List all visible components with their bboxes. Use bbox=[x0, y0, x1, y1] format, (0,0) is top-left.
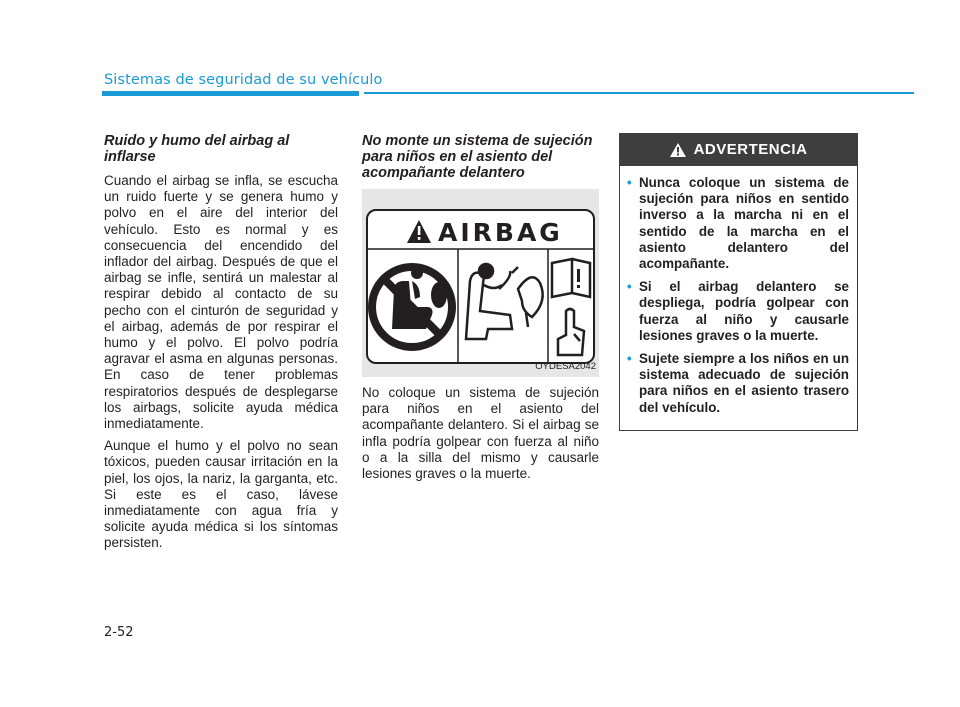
column-left bbox=[104, 133, 338, 558]
section-header-title: Sistemas de seguridad de su vehículo bbox=[104, 72, 383, 88]
paragraph: Cuando el airbag se infla, se escucha un ruido fuerte y se genera humo y polvo en el aire del interior del vehículo. Esto es normal y es consecuencia del encendido del inflador del airbag. Después de que el airbag se infle, sentirá un malestar al respirar debido al contacto de su pecho con el cinturón de seguridad y el airbag, además de por respirar el humo y el polvo. El polvo podría agravar el asma en algunas personas. En caso de tener problemas respiratorios después de desplegarse los airbags, solicite ayuda médica inmediatamente. bbox=[104, 173, 338, 432]
bullet-icon: • bbox=[627, 351, 632, 367]
paragraph: No coloque un sistema de sujeción para niños en el asiento del acompañante delantero. Si el airbag se infla podría golpear con fuerza al niño o a la silla del mismo y causarle lesiones graves o la muerte. bbox=[362, 385, 599, 482]
list-item-text: Sujete siempre a los niños en un sistema adecuado de sujeción para niños en el asiento trasero del vehículo. bbox=[639, 351, 849, 415]
header-rule-thick bbox=[102, 91, 359, 96]
warning-triangle-icon bbox=[670, 143, 686, 157]
warning-header bbox=[620, 134, 857, 166]
list-item-text: Si el airbag delantero se despliega, podría golpear con fuerza al niño y causarle lesiones graves o la muerte. bbox=[639, 279, 849, 343]
list-item bbox=[627, 175, 849, 272]
section-heading-child-seat: No monte un sistema de sujeción para niños en el asiento del acompañante delantero bbox=[362, 133, 593, 181]
list-item bbox=[627, 351, 849, 416]
list-item-text: Nunca coloque un sistema de sujeción para niños en sentido inverso a la marcha ni en el sentido de la marcha en el asiento delantero del acompañante. bbox=[639, 175, 849, 272]
airbag-warning-label-figure bbox=[362, 189, 599, 377]
list-item bbox=[627, 279, 849, 344]
section-heading-airbag-noise: Ruido y humo del airbag al inflarse bbox=[104, 133, 290, 165]
paragraph: Aunque el humo y el polvo no sean tóxicos, pueden causar irritación en la piel, los ojos, la nariz, la garganta, etc. Si este es el caso, lávese inmediatamente con agua fría y solicite ayuda médica si los síntomas persisten. bbox=[104, 438, 338, 551]
bullet-icon: • bbox=[627, 279, 632, 295]
column-middle bbox=[362, 133, 599, 488]
warning-list bbox=[620, 166, 857, 430]
page-number: 2-52 bbox=[104, 625, 134, 640]
bullet-icon: • bbox=[627, 175, 632, 190]
header-rule-thin bbox=[364, 92, 914, 94]
airbag-label-text: AIRBAG bbox=[438, 218, 563, 247]
no-child-seat-icon bbox=[372, 267, 452, 347]
column-right bbox=[619, 133, 856, 431]
figure-caption: OYDESA2042 bbox=[535, 360, 596, 372]
warning-title: ADVERTENCIA bbox=[693, 140, 808, 158]
warning-box bbox=[619, 133, 858, 431]
